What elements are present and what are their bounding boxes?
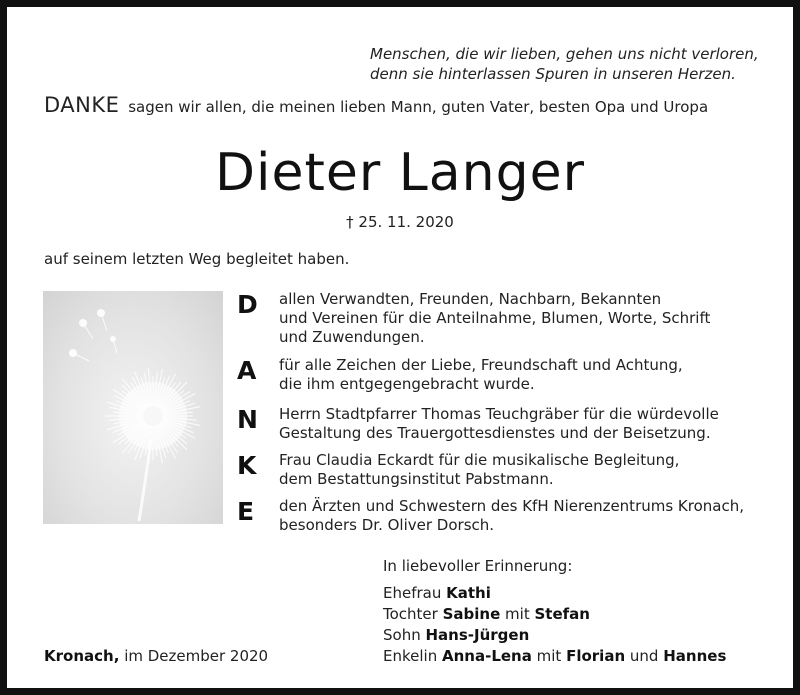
family-name: Hans-Jürgen [425,626,530,644]
thanks-text [279,405,719,443]
thanks-line: Gestaltung des Trauergottesdienstes und der Beisetzung. [279,424,711,442]
intro-text: sagen wir allen, die meinen lieben Mann, guten Vater, besten Opa und Uropa [128,98,709,116]
motto-line-1: Menschen, die wir lieben, gehen uns nicht verloren, [370,45,759,63]
family-daughter [383,604,726,625]
thanks-line: allen Verwandten, Freunden, Nachbarn, Bekannten [279,290,662,308]
motto-line-2: denn sie hinterlassen Spuren in unseren Herzen. [370,65,736,83]
thanks-line: und Zuwendungen. [279,328,425,346]
family-name: Hannes [663,647,727,665]
motto [370,44,759,84]
thanks-line: besonders Dr. Oliver Dorsch. [279,516,495,534]
family-name: Anna-Lena [442,647,532,665]
family-role: Enkelin [383,647,438,665]
place-date [44,646,268,666]
thanks-letter: A [237,356,257,385]
death-date: † 25. 11. 2020 [346,213,454,231]
memory-heading: In liebevoller Erinnerung: [383,557,573,575]
thanks-text [279,290,710,347]
family-role: Ehefrau [383,584,442,602]
family-role: Sohn [383,626,421,644]
thanks-line: Frau Claudia Eckardt für die musikalische Begleitung, [279,451,680,469]
family-list [383,583,726,667]
family-name: Kathi [446,584,491,602]
family-joiner: und [629,647,659,665]
family-joiner: mit [505,605,530,623]
thanks-line: und Vereinen für die Anteilnahme, Blumen, Worte, Schrift [279,309,711,327]
family-name: Florian [566,647,626,665]
family-role: Tochter [383,605,438,623]
intro-sentence [44,93,708,119]
thanks-letter: D [237,290,258,319]
escort-sentence: auf seinem letzten Weg begleitet haben. [44,250,350,268]
dandelion-icon [43,291,223,524]
family-name: Sabine [442,605,501,623]
family-wife [383,583,726,604]
thanks-line: für alle Zeichen der Liebe, Freundschaft und Achtung, [279,356,683,374]
thanks-letter: E [237,497,255,526]
thanks-line: Herrn Stadtpfarrer Thomas Teuchgräber für die würdevolle [279,405,719,423]
deceased-name: Dieter Langer [215,143,585,203]
thanks-letter: N [237,405,258,434]
place-date-text: im Dezember 2020 [124,647,269,665]
family-grandchildren [383,646,726,667]
thanks-text [279,451,679,489]
intro-danke: DANKE [44,93,120,117]
family-joiner: mit [536,647,562,665]
thanks-line: die ihm entgegengebracht wurde. [279,375,535,393]
thanks-line: den Ärzten und Schwestern des KfH Nierenzentrums Kronach, [279,497,745,515]
thanks-text [279,356,683,394]
family-name: Stefan [534,605,590,623]
place-city: Kronach, [44,647,120,665]
family-son [383,625,726,646]
dandelion-photo [43,291,223,524]
thanks-line: dem Bestattungsinstitut Pabstmann. [279,470,554,488]
thanks-letter: K [237,451,257,480]
thanks-text [279,497,744,535]
